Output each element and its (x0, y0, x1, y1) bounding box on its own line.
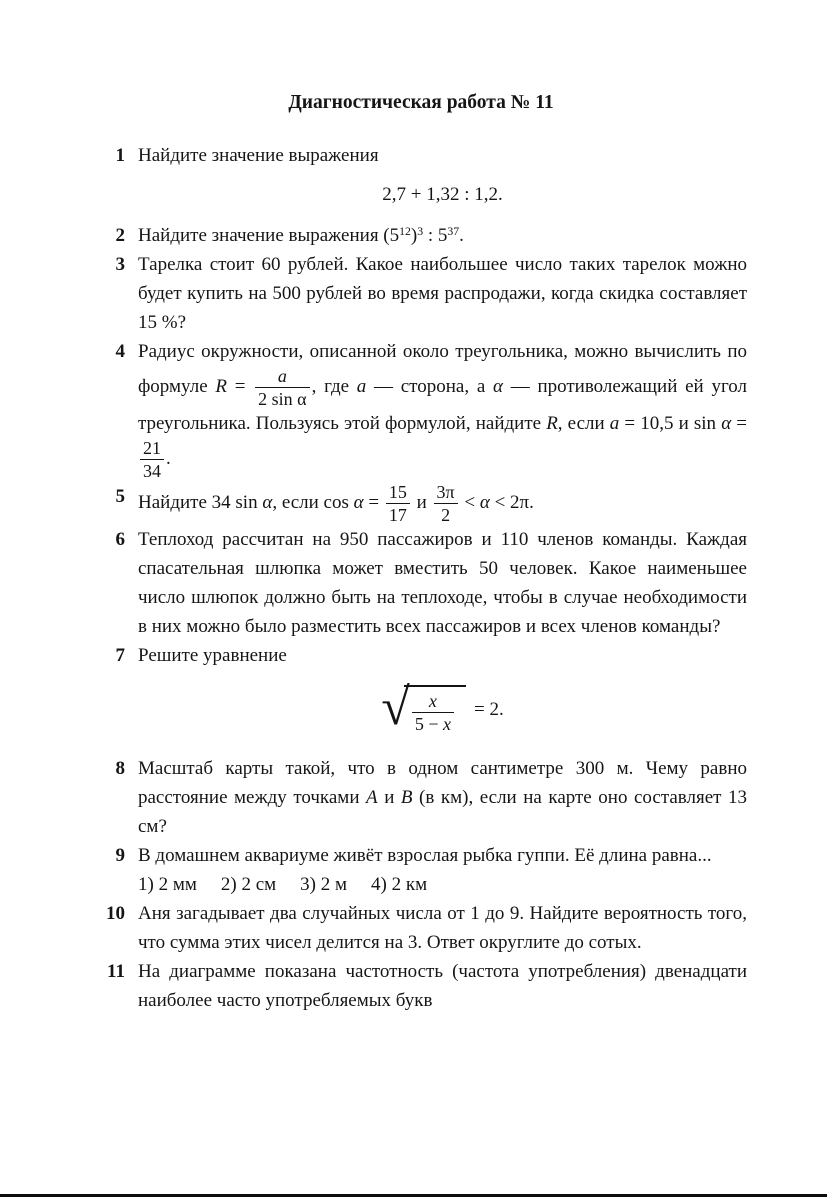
math-var: α (353, 491, 364, 513)
text-run: . (166, 448, 171, 470)
page-title: Диагностическая работа № 11 (288, 92, 554, 113)
problem-number: 6 (115, 528, 125, 550)
text-run: = (363, 491, 384, 513)
problem-text: Решите уравнение (138, 644, 287, 666)
problem-body (138, 482, 747, 525)
text-run: Найдите 34 sin (138, 491, 263, 513)
problem-text: Тарелка стоит 60 рублей. Какое наибольшее число таких тарелок можно будет купить на 500 рублей во время распродажи, когда скидка составляет 15 %? (138, 254, 747, 333)
problem-body (138, 337, 747, 482)
text-run: < (459, 491, 480, 513)
fraction-numerator: 3π (434, 482, 458, 504)
text-run: и (377, 786, 401, 808)
fraction-numerator: 21 (140, 438, 164, 460)
radical-symbol: √ (381, 678, 410, 736)
text-run: и (411, 491, 432, 513)
equation-rhs: = 2. (473, 698, 504, 720)
problem-number: 3 (115, 254, 125, 275)
text-run: , где (311, 376, 357, 398)
exponent: 37 (447, 225, 460, 239)
math-var: R (546, 413, 558, 435)
answer-option: 2) 2 см (220, 873, 277, 895)
problem-text: В домашнем аквариуме живёт взрослая рыбка гуппи. Её длина равна... (138, 844, 712, 866)
square-root (381, 678, 466, 736)
fraction-denominator: 17 (388, 504, 407, 525)
problem-text: Аня загадывает два случайных числа от 1 до 9. Найдите вероятность того, что сумма этих чисел делится на 3. Ответ округлите до сотых. (138, 902, 747, 953)
page-content (95, 92, 747, 1015)
math-var: α (262, 491, 273, 513)
exponent: 12 (399, 225, 411, 239)
math-var: α (479, 491, 490, 513)
problem-body (138, 841, 747, 899)
fraction-denominator: 2 (441, 504, 451, 525)
problem-7 (95, 641, 747, 754)
fraction-numerator: a (255, 366, 309, 388)
math-var: α (493, 376, 503, 398)
text-run: . (459, 225, 464, 246)
fraction-denominator: 34 (143, 461, 161, 482)
fraction-denominator (412, 713, 454, 734)
text-run: : 5 (423, 225, 448, 246)
problem-10 (95, 899, 747, 957)
problem-4 (95, 337, 747, 482)
math-var: x (442, 714, 451, 735)
fraction (255, 366, 309, 409)
problem-text: Теплоход рассчитан на 950 пассажиров и 110 членов команды. Каждая спасательная шлюпка может вместить 50 человек. Какое наименьшее число шлюпок должно быть на теплоходе, чтобы в случае необходимости в них можно было разместить всех пассажиров и всех членов команды? (138, 528, 747, 637)
problem-body (138, 221, 747, 250)
text-run: (в км), если на карте оно составляет 13 см? (138, 786, 747, 837)
problem-body (138, 754, 747, 841)
math-var: R (215, 376, 227, 398)
problem-8 (95, 754, 747, 841)
math-var: B (400, 786, 413, 808)
problem-1 (95, 141, 747, 221)
fraction (412, 691, 454, 734)
problem-text (138, 337, 747, 482)
problem-5 (95, 482, 747, 525)
fraction (140, 438, 164, 481)
problem-number: 4 (115, 341, 125, 362)
text-run: 5 − (414, 714, 443, 735)
problem-number: 2 (115, 225, 125, 246)
math-var: α (721, 413, 732, 435)
text-run: — противолежащий ей угол треугольника. Пользуясь этой формулой, найдите (138, 376, 747, 435)
text-run: = 10,5 и sin (619, 413, 722, 435)
fraction-denominator: 2 sin α (258, 389, 307, 410)
problem-text (138, 221, 747, 250)
text-run: Найдите значение выражения (5 (138, 225, 400, 246)
problem-11 (95, 957, 747, 1015)
problem-body (138, 641, 747, 754)
problem-3 (95, 250, 747, 337)
problem-text (138, 754, 747, 841)
answer-option: 1) 2 мм (138, 873, 197, 895)
problem-body (138, 525, 747, 641)
text-run: — сторона, а (366, 376, 493, 398)
fraction (386, 482, 410, 525)
problem-body (138, 957, 747, 1015)
fraction-numerator: x (412, 691, 454, 713)
problem-text: Найдите значение выражения (138, 145, 379, 166)
problem-number: 7 (115, 644, 125, 666)
problem-body (138, 250, 747, 337)
problem-number: 5 (115, 485, 125, 507)
math-var: A (366, 786, 378, 808)
problem-9 (95, 841, 747, 899)
problem-number: 11 (107, 960, 125, 982)
problem-body (138, 141, 747, 221)
text-run: , если cos (272, 491, 354, 513)
answer-option: 3) 2 м (300, 873, 348, 895)
problem-body (138, 899, 747, 957)
fraction (434, 482, 458, 525)
problem-number: 8 (115, 757, 125, 779)
math-var: a (609, 413, 620, 435)
fraction-numerator: 15 (386, 482, 410, 504)
problem-number: 10 (106, 902, 125, 924)
text-run: Радиус окружности, описанной около треугольника, можно вычислить по формуле (138, 341, 747, 398)
problem-number: 9 (115, 844, 125, 866)
radicand (404, 685, 466, 734)
exponent: 3 (417, 225, 424, 239)
problem-2 (95, 221, 747, 250)
problem-text (138, 482, 747, 525)
display-formula (138, 678, 747, 736)
answer-option: 4) 2 км (371, 873, 428, 895)
text-run: ) (410, 225, 418, 246)
math-var: a (356, 376, 367, 398)
problem-6 (95, 525, 747, 641)
display-formula: 2,7 + 1,32 : 1,2. (382, 184, 503, 205)
text-run: , если (557, 413, 610, 435)
text-run: < 2π. (489, 491, 534, 513)
problem-text: На диаграмме показана частотность (частота употребления) двенадцати наиболее часто употребляемых букв (138, 960, 747, 1011)
text-run: = (226, 376, 254, 398)
text-run: Масштаб карты такой, что в одном сантиметре 300 м. Чему равно расстояние между точками (138, 757, 747, 808)
text-run: = (731, 413, 748, 435)
problem-number: 1 (115, 145, 125, 166)
answer-options (138, 870, 747, 899)
